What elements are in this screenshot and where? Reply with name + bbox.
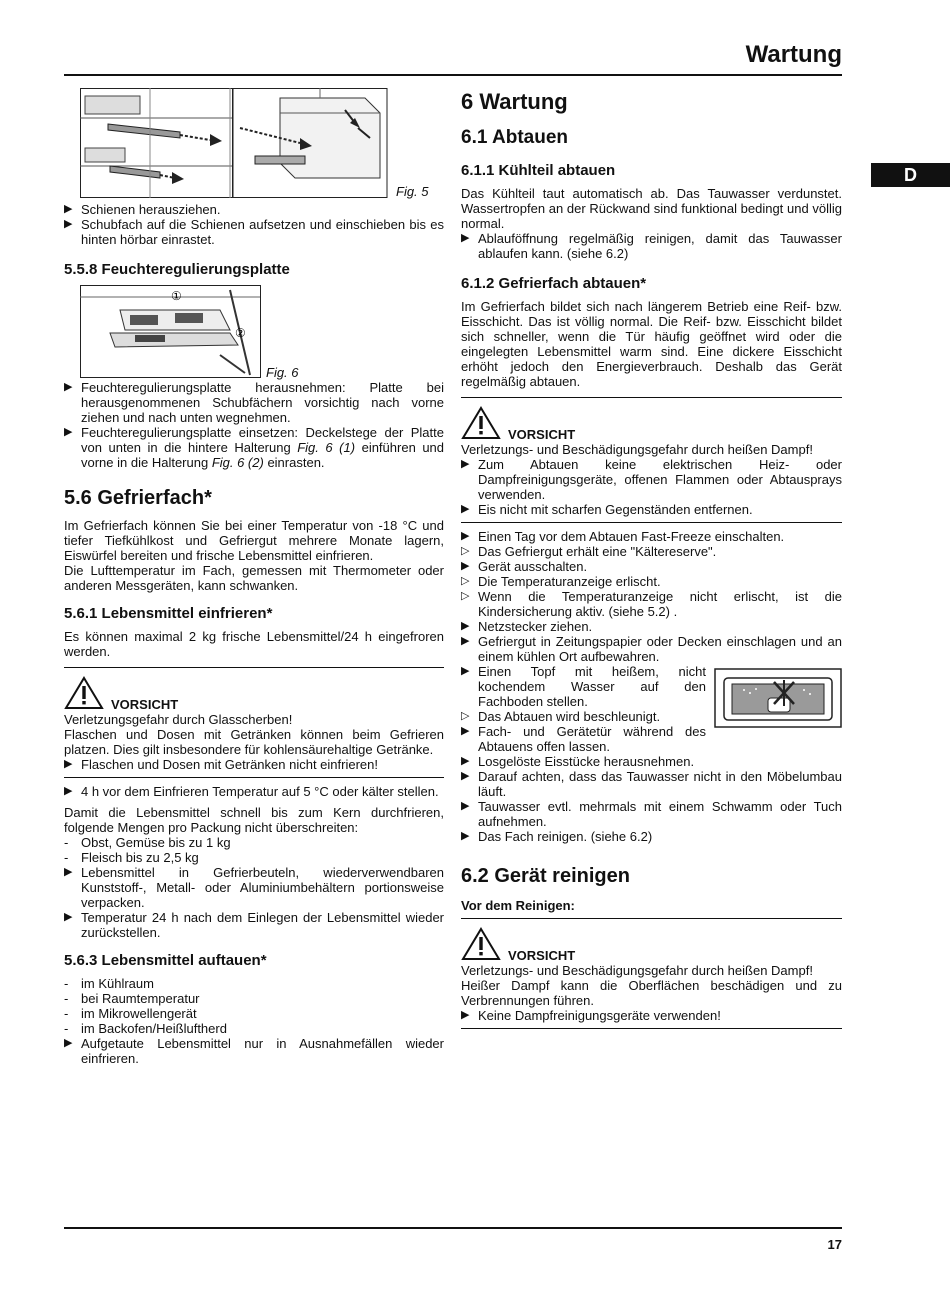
list-item: - Obst, Gemüse bis zu 1 kg <box>64 835 231 850</box>
warning-triangle-icon <box>461 927 501 961</box>
left-column <box>64 88 444 1066</box>
list-item: ▶ Schubfach auf die Schienen aufsetzen und einschieben bis es hinten hörbar einrastet. <box>64 217 444 247</box>
page-footer <box>64 1227 842 1252</box>
defrost-figure-block <box>461 664 842 754</box>
section-6-1-2-title: 6.1.2 Gefrierfach abtauen* <box>461 275 647 292</box>
action-bullet-icon: ▶ <box>64 381 73 393</box>
list-item: ▷ Das Gefriergut erhält eine "Kältereserve". <box>461 544 717 559</box>
list-item: - im Mikrowellengerät <box>64 1006 197 1021</box>
drawer-rails-illustration <box>80 88 410 198</box>
result-bullet-icon: ▷ <box>461 545 470 557</box>
action-bullet-icon: ▶ <box>461 620 470 632</box>
result-bullet-icon: ▷ <box>461 710 470 722</box>
list-item: ▶ Netzstecker ziehen. <box>461 619 593 634</box>
action-bullet-icon: ▶ <box>461 770 470 782</box>
action-bullet-icon: ▶ <box>64 785 73 797</box>
list-item: ▶ Losgelöste Eisstücke herausnehmen. <box>461 754 695 769</box>
list-item: ▶ Fach- und Gerätetür während des Abtauens offen lassen. <box>461 724 706 754</box>
list-item: ▶ Aufgetaute Lebensmittel nur in Ausnahmefällen wieder einfrieren. <box>64 1036 444 1066</box>
action-bullet-icon: ▶ <box>461 725 470 737</box>
figure-5-caption: Fig. 5 <box>396 184 429 199</box>
list-item: ▶ Einen Tag vor dem Abtauen Fast-Freeze einschalten. <box>461 529 785 544</box>
action-bullet-icon: ▶ <box>64 218 73 230</box>
action-bullet-icon: ▶ <box>461 458 470 470</box>
paragraph: Es können maximal 2 kg frische Lebensmittel/24 h eingefroren werden. <box>64 629 444 659</box>
section-6-1-title: 6.1 Abtauen <box>461 127 568 148</box>
list-item: ▶ Darauf achten, dass das Tauwasser nicht in den Möbelumbau läuft. <box>461 769 842 799</box>
action-bullet-icon: ▶ <box>461 800 470 812</box>
page-title: Wartung <box>745 41 842 68</box>
list-item: ▶ Feuchteregulierungsplatte herausnehmen: Platte bei herausgenommenen Schubfächern vorsichtig nach vorne ziehen und nach unten wegnehmen. <box>64 380 444 425</box>
list-item: ▶ Gefriergut in Zeitungspapier oder Decken einschlagen und an einem kühlen Ort aufbewahren. <box>461 634 842 664</box>
section-6-2-subtitle: Vor dem Reinigen: <box>461 898 842 919</box>
paragraph: Im Gefrierfach bildet sich nach längerem Betrieb eine Reif- bzw. Eisschicht. Das ist völlig normal. Die Reif- bzw. Eisschicht bildet sich schneller, wenn die Tür häufig geöffnet wird oder die eingelegten Lebensmittel warm sind. Eine dickere Eisschicht erhöht jedoch den Energieverbrauch. Deshalb das Gerät regelmäßig abtauen. <box>461 299 842 389</box>
section-6-2-title: 6.2 Gerät reinigen <box>461 865 630 887</box>
figure-6-caption: Fig. 6 <box>266 365 299 380</box>
list-item: ▷ Die Temperaturanzeige erlischt. <box>461 574 661 589</box>
action-bullet-icon: ▶ <box>64 911 73 923</box>
caution-text: Flaschen und Dosen mit Getränken können beim Gefrieren platzen. Dies gilt insbesondere für kohlensäurehaltige Getränke. <box>64 727 444 757</box>
list-item: ▶ Ablauföffnung regelmäßig reinigen, damit das Tauwasser ablaufen kann. (siehe 6.2) <box>461 231 842 261</box>
list-item: - im Kühlraum <box>64 976 154 991</box>
section-5-6-3-title: 5.6.3 Lebensmittel auftauen* <box>64 952 267 969</box>
section-6-title: 6 Wartung <box>461 89 568 114</box>
result-bullet-icon: ▷ <box>461 590 470 602</box>
paragraph: Das Kühlteil taut automatisch ab. Das Tauwasser verdunstet. Wassertropfen an der Rückwand sind funktional bedingt und völlig normal. <box>461 186 842 231</box>
caution-text: Verletzungs- und Beschädigungsgefahr durch heißen Dampf! <box>461 963 813 978</box>
list-item: ▷ Das Abtauen wird beschleunigt. <box>461 709 661 724</box>
action-bullet-icon: ▶ <box>461 530 470 542</box>
figure-reference: Fig. 6 (2) <box>211 455 264 470</box>
list-item: ▷ Wenn die Temperaturanzeige nicht erlischt, ist die Kindersicherung aktiv. (siehe 5.2) . <box>461 589 842 619</box>
figure-5 <box>64 88 444 200</box>
page-header <box>64 40 842 76</box>
list-item: ▶ Lebensmittel in Gefrierbeuteln, wiederverwendbaren Kunststoff-, Metall- oder Aluminiumbehältern portionsweise verpacken. <box>64 865 444 910</box>
caution-text: Verletzungs- und Beschädigungsgefahr durch heißen Dampf! <box>461 442 813 457</box>
list-item: - bei Raumtemperatur <box>64 991 200 1006</box>
list-item: ▶ Feuchteregulierungsplatte einsetzen: Deckelstege der Platte von unten in die hintere Halterung Fig. 6 (1) einführen und vorne in die Halterung Fig. 6 (2) einrasten. <box>64 425 445 470</box>
list-item: ▶ Zum Abtauen keine elektrischen Heiz- oder Dampfreinigungsgeräte, offenen Flammen oder Abtausprays verwenden. <box>461 457 842 502</box>
caution-box <box>461 919 842 1029</box>
list-item: ▶ Einen Topf mit heißem, nicht kochendem Wasser auf den Fachboden stellen. <box>461 664 706 709</box>
list-item: - im Backofen/Heißluftherd <box>64 1021 227 1036</box>
section-5-6-1-title: 5.6.1 Lebensmittel einfrieren* <box>64 605 273 622</box>
action-bullet-icon: ▶ <box>64 1037 73 1049</box>
caution-box <box>461 397 842 523</box>
fig6-label-2: ② <box>235 326 246 340</box>
action-bullet-icon: ▶ <box>461 755 470 767</box>
language-tab: D <box>871 163 950 187</box>
section-5-6-title: 5.6 Gefrierfach* <box>64 487 212 509</box>
caution-box <box>64 667 444 778</box>
action-bullet-icon: ▶ <box>461 503 470 515</box>
fig6-label-1: ① <box>171 289 182 303</box>
list-item: ▶ Temperatur 24 h nach dem Einlegen der Lebensmittel wieder zurückstellen. <box>64 910 444 940</box>
paragraph: Die Lufttemperatur im Fach, gemessen mit Thermometer oder anderen Messgeräten, kann schwanken. <box>64 563 444 593</box>
list-item: ▶ Schienen herausziehen. <box>64 202 221 217</box>
action-bullet-icon: ▶ <box>461 830 470 842</box>
action-bullet-icon: ▶ <box>461 1009 470 1021</box>
caution-label: VORSICHT <box>111 697 179 712</box>
right-column <box>461 88 842 1035</box>
list-item: ▶ Keine Dampfreinigungsgeräte verwenden! <box>461 1008 721 1023</box>
caution-label: VORSICHT <box>508 427 576 442</box>
action-bullet-icon: ▶ <box>461 665 470 677</box>
section-6-1-1-title: 6.1.1 Kühlteil abtauen <box>461 162 616 179</box>
paragraph: Damit die Lebensmittel schnell bis zum Kern durchfrieren, folgende Mengen pro Packung nicht überschreiten: <box>64 805 444 835</box>
paragraph: Im Gefrierfach können Sie bei einer Temperatur von -18 °C und tiefer Tiefkühlkost und Gefriergut mehrere Monate lagern, Eiswürfel bereiten und frische Lebensmittel einfrieren. <box>64 518 444 563</box>
list-item: ▶ Gerät ausschalten. <box>461 559 588 574</box>
humidity-plate-illustration <box>80 285 262 378</box>
list-item: ▶ Flaschen und Dosen mit Getränken nicht einfrieren! <box>64 757 378 772</box>
list-item: ▶ 4 h vor dem Einfrieren Temperatur auf 5 °C oder kälter stellen. <box>64 784 439 799</box>
action-bullet-icon: ▶ <box>64 203 73 215</box>
list-item: ▶ Das Fach reinigen. (siehe 6.2) <box>461 829 653 844</box>
warning-triangle-icon <box>64 676 104 710</box>
caution-text: Verletzungsgefahr durch Glasscherben! <box>64 712 293 727</box>
caution-label: VORSICHT <box>508 948 576 963</box>
page-number: 17 <box>827 1237 842 1252</box>
action-bullet-icon: ▶ <box>461 560 470 572</box>
action-bullet-icon: ▶ <box>461 635 470 647</box>
section-5-5-8-title: 5.5.8 Feuchteregulierungsplatte <box>64 261 290 278</box>
action-bullet-icon: ▶ <box>461 232 470 244</box>
action-bullet-icon: ▶ <box>64 758 73 770</box>
figure-6 <box>64 285 444 380</box>
figure-reference: Fig. 6 (1) <box>297 440 356 455</box>
list-item: ▶ Tauwasser evtl. mehrmals mit einem Schwamm oder Tuch aufnehmen. <box>461 799 842 829</box>
list-item: - Fleisch bis zu 2,5 kg <box>64 850 199 865</box>
list-item: ▶ Eis nicht mit scharfen Gegenständen entfernen. <box>461 502 753 517</box>
result-bullet-icon: ▷ <box>461 575 470 587</box>
warning-triangle-icon <box>461 406 501 440</box>
action-bullet-icon: ▶ <box>64 426 73 438</box>
action-bullet-icon: ▶ <box>64 866 73 878</box>
caution-text: Heißer Dampf kann die Oberflächen beschädigen und zu Verbrennungen führen. <box>461 978 842 1008</box>
